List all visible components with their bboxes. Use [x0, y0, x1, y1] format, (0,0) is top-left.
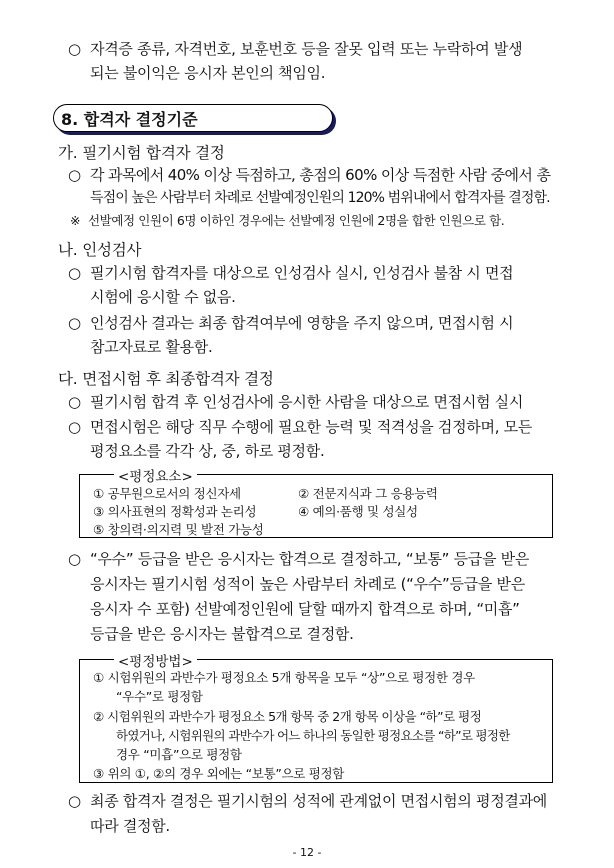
- ga-note-text: 선발예정 인원이 6명 이하인 경우에는 선발예정 인원에 2명을 합한 인원으로 함.: [88, 213, 505, 228]
- da-text-4: 최종 합격자 결정은 필기시험의 성적에 관계없이 면접시험의 평정결과에: [90, 792, 547, 810]
- da-para-3-line-4: 등급을 받은 응시자는 불합격으로 결정함.: [90, 625, 354, 643]
- criteria-item-2: ② 전문지식과 그 응용능력: [298, 486, 438, 501]
- criteria-item-5: ⑤ 창의력·의지력 및 발전 가능성: [93, 522, 264, 537]
- method-line-3: ② 시험위원의 과반수가 평정요소 5개 항목 중 2개 항목 이상을 “하”로 평정: [93, 709, 482, 724]
- na-para-1-line-1: [68, 262, 513, 284]
- ga-para-1-line-1: [68, 164, 550, 186]
- bullet: ○: [68, 264, 81, 282]
- method-line-6: ③ 위의 ①, ②의 경우 외에는 “보통”으로 평정함: [93, 766, 345, 781]
- ga-para-1-line-2: 득점이 높은 사람부터 차례로 선발예정인원의 120% 범위내에서 합격자를 결정함.: [90, 190, 550, 206]
- bullet: ○: [68, 40, 81, 58]
- na-para-2-line-2: 참고자료로 활용함.: [90, 338, 213, 356]
- method-line-5: 경우 “미흡”으로 평정함: [116, 747, 242, 762]
- da-text-3: “우수” 등급을 받은 응시자는 합격으로 결정하고, “보통” 등급을 받은: [90, 550, 530, 568]
- criteria-item-4: ④ 예의·품행 및 성실성: [298, 504, 418, 519]
- method-line-2: “우수”로 평정함: [116, 689, 203, 704]
- method-line-1: ① 시험위원의 과반수가 평정요소 5개 항목을 모두 “상”으로 평정한 경우: [93, 670, 475, 685]
- page-number: - 12 -: [292, 846, 322, 859]
- intro-line-2: 되는 불이익은 응시자 본인의 책임임.: [90, 64, 326, 82]
- ga-note: [70, 211, 504, 230]
- bullet: ○: [68, 792, 81, 810]
- da-text-1: 필기시험 합격 후 인성검사에 응시한 사람을 대상으로 면접시험 실시: [90, 393, 524, 411]
- evaluation-criteria-legend: <평정요소>: [114, 465, 197, 485]
- na-para-2-line-1: [68, 312, 513, 334]
- bullet: ○: [68, 418, 81, 436]
- intro-text-1: 자격증 종류, 자격번호, 보훈번호 등을 잘못 입력 또는 누락하여 발생: [90, 40, 523, 58]
- da-para-3-line-1: [68, 548, 529, 570]
- na-para-1-line-2: 시험에 응시할 수 없음.: [90, 288, 236, 306]
- criteria-item-3: ③ 의사표현의 정확성과 논리성: [93, 504, 257, 519]
- intro-line-1: [68, 38, 522, 60]
- method-line-4: 하였거나, 시험위원의 과반수가 어느 하나의 동일한 평정요소를 “하”로 평정한: [116, 728, 510, 743]
- section-title: 8. 합격자 결정기준: [61, 110, 198, 129]
- da-para-4-line-2: 따라 결정함.: [90, 817, 170, 835]
- da-para-2-line-1: [68, 416, 532, 438]
- subsection-heading-na: 나. 인성검사: [58, 241, 142, 259]
- subsection-heading-ga: 가. 필기시험 합격자 결정: [58, 144, 225, 162]
- da-para-3-line-3: 응시자 수 포함) 선발예정인원에 달할 때까지 합격으로 하며, “미흡”: [90, 600, 520, 618]
- criteria-item-1: ① 공무원으로서의 정신자세: [93, 486, 241, 501]
- bullet: ○: [68, 550, 81, 568]
- ga-text-1: 각 과목에서 40% 이상 득점하고, 총점의 60% 이상 득점한 사람 중에서 총: [90, 166, 551, 184]
- bullet: ○: [68, 166, 81, 184]
- da-para-3-line-2: 응시자는 필기시험 성적이 높은 사람부터 차례로 (“우수”등급을 받은: [90, 575, 525, 593]
- evaluation-method-legend: <평정방법>: [114, 650, 197, 670]
- subsection-heading-da: 다. 면접시험 후 최종합격자 결정: [58, 370, 274, 388]
- da-text-2: 면접시험은 해당 직무 수행에 필요한 능력 및 적격성을 검정하며, 모든: [90, 418, 533, 436]
- bullet: ○: [68, 314, 81, 332]
- da-para-1: [68, 391, 523, 413]
- da-para-4-line-1: [68, 790, 547, 812]
- na-text-1: 필기시험 합격자를 대상으로 인성검사 실시, 인성검사 불참 시 면접: [90, 264, 514, 282]
- note-mark: ※: [70, 213, 81, 228]
- da-para-2-line-2: 평정요소를 각각 상, 중, 하로 평정함.: [90, 442, 325, 460]
- bullet: ○: [68, 393, 81, 411]
- na-text-2: 인성검사 결과는 최종 합격여부에 영향을 주지 않으며, 면접시험 시: [90, 314, 514, 332]
